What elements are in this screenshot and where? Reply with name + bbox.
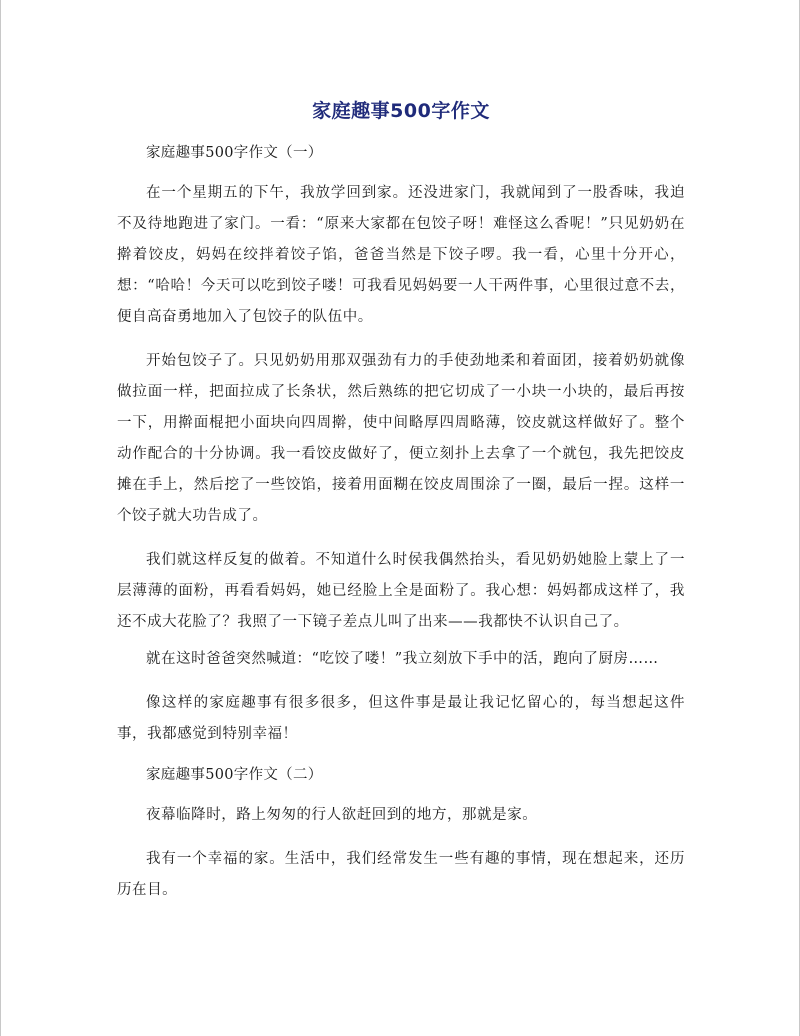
paragraph: 像这样的家庭趣事有很多很多，但这件事是最让我记忆留心的，每当想起这件事，我都感觉到特别幸福！ [117,695,685,742]
paragraph: 开始包饺子了。只见奶奶用那双强劲有力的手使劲地柔和着面团，接着奶奶就像做拉面一样，把面拉成了长条状，然后熟练的把它切成了一小块一小块的，最后再按一下，用擀面棍把小面块向四周擀，使中间略厚四周略薄，饺皮就这样做好了。整个动作配合的十分协调。我一看饺皮做好了，便立刻扑上去拿了一个就包，我先把饺皮摊在手上，然后挖了一些饺馅，接着用面糊在饺皮周围涂了一圈，最后一捏。这样一个饺子就大功告成了。 [117,353,685,524]
section-heading-2: 家庭趣事500字作文（二） [146,767,323,783]
paragraph: 在一个星期五的下午，我放学回到家。还没进家门，我就闻到了一股香味，我迫不及待地跑进了家门。一看：“原来大家都在包饺子呀！难怪这么香呢！”只见奶奶在擀着饺皮，妈妈在绞拌着饺子馅，爸爸当然是下饺子啰。我一看，心里十分开心，想：“哈哈！今天可以吃到饺子喽！可我看见妈妈要一人干两件事，心里很过意不去，便自高奋勇地加入了包饺子的队伍中。 [117,185,685,325]
paragraph: 我们就这样反复的做着。不知道什么时侯我偶然抬头，看见奶奶她脸上蒙上了一层薄薄的面粉，再看看妈妈，她已经脸上全是面粉了。我心想：妈妈都成这样了，我还不成大花脸了？我照了一下镜子差点儿叫了出来——我都快不认识自己了。 [117,552,685,630]
paragraph: 就在这时爸爸突然喊道：“吃饺了喽！”我立刻放下手中的活，跑向了厨房…… [146,651,659,667]
section-heading-1: 家庭趣事500字作文（一） [146,145,323,161]
document-body [117,96,685,919]
paragraph: 夜幕临降时，路上匆匆的行人欲赶回到的地方，那就是家。 [146,807,538,823]
page-left-border [0,0,1,1036]
paragraph: 我有一个幸福的家。生活中，我们经常发生一些有趣的事情，现在想起来，还历历在目。 [117,851,685,898]
document-title: 家庭趣事500字作文 [312,100,490,122]
